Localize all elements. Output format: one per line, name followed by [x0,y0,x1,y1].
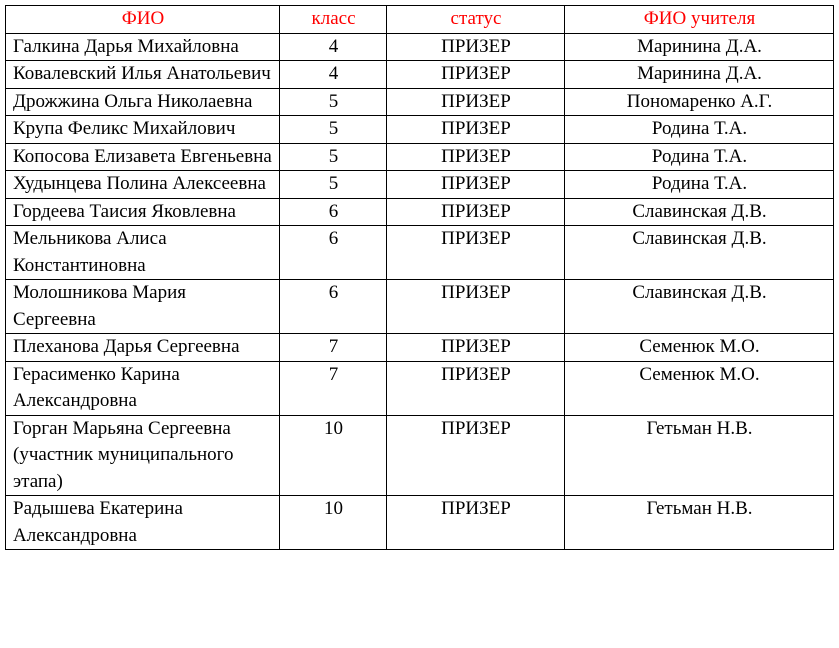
status-cell: ПРИЗЕР [387,415,565,496]
teacher-cell: Маринина Д.А. [565,33,834,61]
grade-cell: 6 [280,198,387,226]
table-row [6,496,834,550]
teacher-cell: Родина Т.А. [565,116,834,144]
status-cell: ПРИЗЕР [387,171,565,199]
table-row [6,33,834,61]
status-cell: ПРИЗЕР [387,116,565,144]
table-row [6,334,834,362]
header-row [6,6,834,34]
table-row [6,415,834,496]
status-cell: ПРИЗЕР [387,334,565,362]
teacher-cell: Славинская Д.В. [565,226,834,280]
header-grade: класс [280,6,387,34]
student-name: Дрожжина Ольга Николаевна [6,88,280,116]
student-name: Крупа Феликс Михайлович [6,116,280,144]
table-row [6,198,834,226]
teacher-cell: Гетьман Н.В. [565,496,834,550]
teacher-cell: Гетьман Н.В. [565,415,834,496]
student-name: Герасименко Карина Александровна [6,361,280,415]
status-cell: ПРИЗЕР [387,198,565,226]
student-name: Копосова Елизавета Евгеньевна [6,143,280,171]
status-cell: ПРИЗЕР [387,361,565,415]
student-name: Горган Марьяна Сергеевна (участник муниципального этапа) [6,415,280,496]
table-row [6,88,834,116]
header-name: ФИО [6,6,280,34]
grade-cell: 7 [280,361,387,415]
status-cell: ПРИЗЕР [387,280,565,334]
teacher-cell: Пономаренко А.Г. [565,88,834,116]
table-body [6,33,834,550]
status-cell: ПРИЗЕР [387,143,565,171]
table-row [6,226,834,280]
table-row [6,280,834,334]
header-status: статус [387,6,565,34]
table-row [6,171,834,199]
teacher-cell: Родина Т.А. [565,171,834,199]
table-row [6,61,834,89]
grade-cell: 5 [280,88,387,116]
grade-cell: 6 [280,280,387,334]
student-name: Галкина Дарья Михайловна [6,33,280,61]
teacher-cell: Семенюк М.О. [565,361,834,415]
status-cell: ПРИЗЕР [387,496,565,550]
grade-cell: 10 [280,415,387,496]
grade-cell: 5 [280,143,387,171]
student-name: Ковалевский Илья Анатольевич [6,61,280,89]
student-name: Радышева Екатерина Александровна [6,496,280,550]
grade-cell: 7 [280,334,387,362]
grade-cell: 5 [280,116,387,144]
teacher-cell: Родина Т.А. [565,143,834,171]
table-row [6,361,834,415]
student-name: Худынцева Полина Алексеевна [6,171,280,199]
student-name: Плеханова Дарья Сергеевна [6,334,280,362]
status-cell: ПРИЗЕР [387,226,565,280]
results-table-container [5,5,834,550]
teacher-cell: Маринина Д.А. [565,61,834,89]
status-cell: ПРИЗЕР [387,61,565,89]
grade-cell: 10 [280,496,387,550]
table-row [6,116,834,144]
student-name: Молошникова Мария Сергеевна [6,280,280,334]
status-cell: ПРИЗЕР [387,88,565,116]
teacher-cell: Семенюк М.О. [565,334,834,362]
header-teacher: ФИО учителя [565,6,834,34]
grade-cell: 5 [280,171,387,199]
student-name: Мельникова Алиса Константиновна [6,226,280,280]
teacher-cell: Славинская Д.В. [565,198,834,226]
table-header [6,6,834,34]
student-name: Гордеева Таисия Яковлевна [6,198,280,226]
grade-cell: 6 [280,226,387,280]
teacher-cell: Славинская Д.В. [565,280,834,334]
status-cell: ПРИЗЕР [387,33,565,61]
grade-cell: 4 [280,61,387,89]
grade-cell: 4 [280,33,387,61]
table-row [6,143,834,171]
results-table [5,5,834,550]
